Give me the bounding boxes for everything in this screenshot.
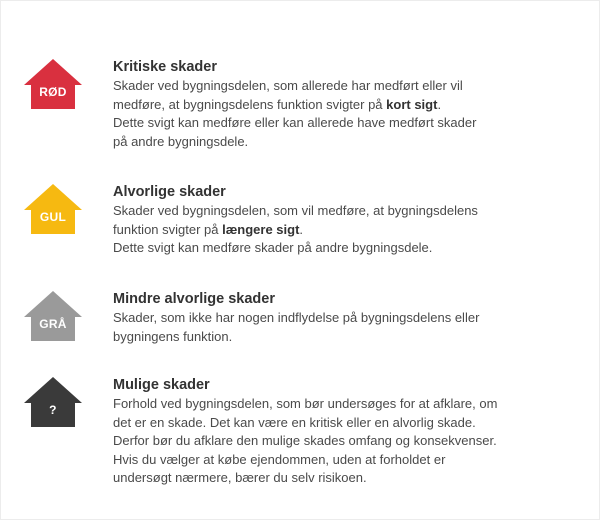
severity-badge-gray: GRÅ [39, 317, 67, 331]
house-dark-icon [23, 376, 83, 428]
legend-title-critical: Kritiske skader [113, 59, 217, 75]
severity-badge-yellow: GUL [39, 210, 67, 224]
severity-badge-dark: ? [49, 403, 57, 417]
legend-text-serious [113, 183, 553, 258]
emphasis-long-term: længere sigt [222, 221, 300, 237]
legend-title-serious: Alvorlige skader [113, 184, 226, 200]
legend-description-serious: Skader ved bygningsdelen, som vil medføre, at bygningsdelens funktion svigter på længere sigt. Dette svigt kan medføre skader på andre bygningsdele. [113, 203, 478, 255]
legend-description-critical: Skader ved bygningsdelen, som allerede har medført eller vil medføre, at bygningsdelens funktion svigter på kort sigt. Dette svigt kan medføre eller kan allerede have medført skader på andre bygningsdele. [113, 78, 477, 149]
legend-description-minor: Skader, som ikke har nogen indflydelse på bygningsdelens eller bygningens funktion. [113, 310, 480, 344]
legend-text-minor [113, 290, 553, 346]
legend-text-critical [113, 58, 553, 151]
house-gray-icon [23, 290, 83, 342]
legend-text-possible [113, 376, 553, 488]
house-yellow-icon [23, 183, 83, 235]
house-red-icon [23, 58, 83, 110]
severity-badge-red: RØD [39, 85, 67, 99]
legend-title-possible: Mulige skader [113, 377, 210, 393]
emphasis-short-term: kort sigt [386, 96, 438, 112]
legend-title-minor: Mindre alvorlige skader [113, 291, 275, 307]
legend-description-possible: Forhold ved bygningsdelen, som bør undersøges for at afklare, om det er en skade. Det kan være en kritisk eller en alvorlig skade. Derfor bør du afklare den mulige skades omfang og konsekvenser. Hvis du vælger at købe ejendommen, uden at forholdet er undersøgt nærmere, bærer du selv risikoen. [113, 396, 498, 485]
